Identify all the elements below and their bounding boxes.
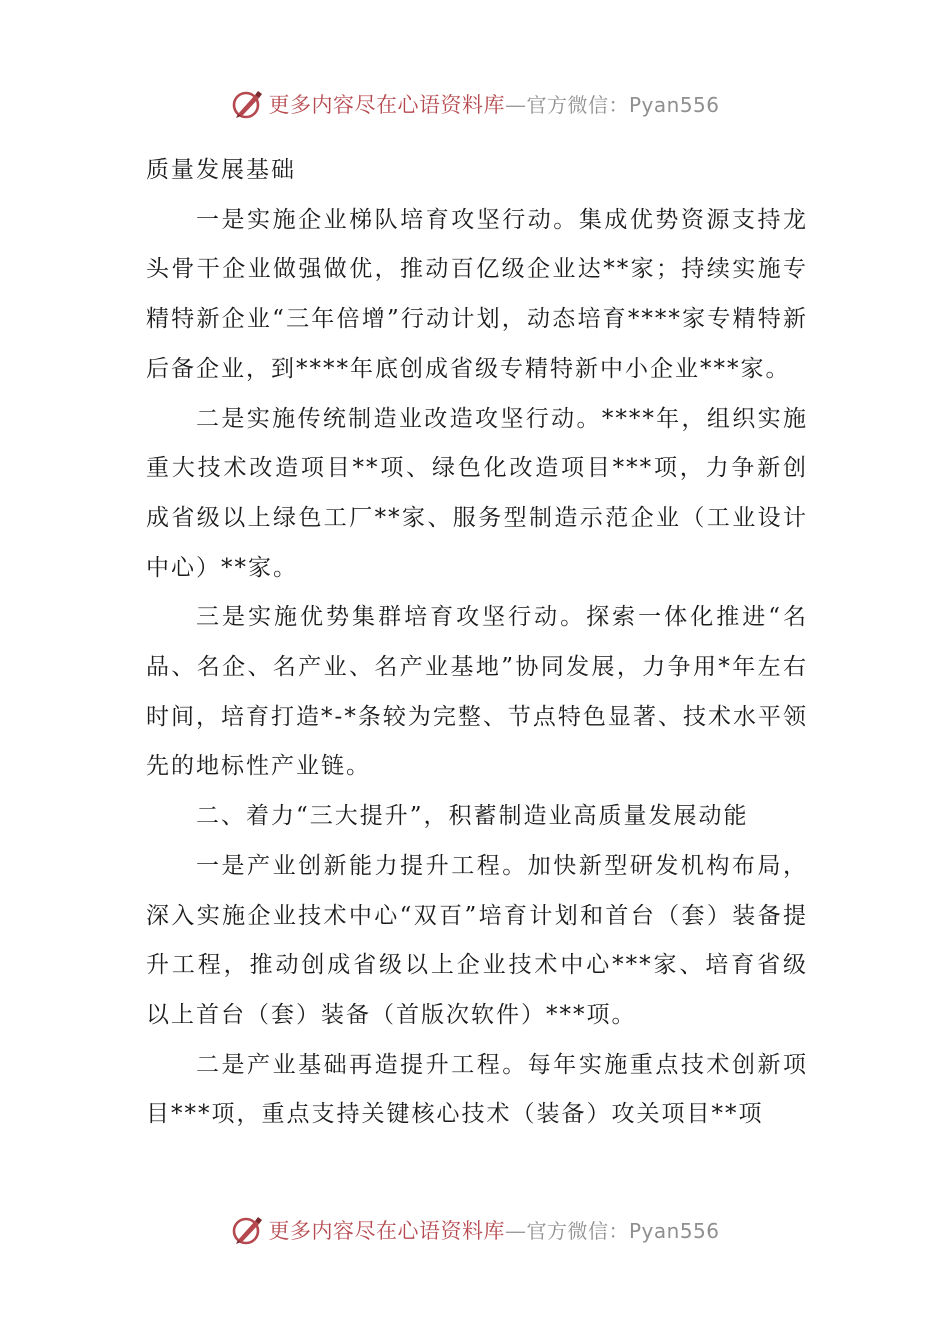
paragraph: 质量发展基础 [146, 157, 296, 183]
section-heading: 二、着力“三大提升”，积蓄制造业高质量发展动能 [196, 803, 749, 830]
paragraph: 二是实施传统制造业改造攻坚行动。****年，组织实施重大技术改造项目**项、绿色化改造项目***项，力争新创成省级以上绿色工厂**家、服务型制造示范企业（工业设计中心）**家。 [146, 405, 808, 581]
watermark-text: 更多内容尽在心语资料库—官方微信：Pyan556 [268, 1219, 720, 1243]
paragraph: 二是产业基础再造提升工程。每年实施重点技术创新项目***项，重点支持关键核心技术（装备）攻关项目**项 [146, 1051, 808, 1128]
pen-seal-logo-icon [230, 87, 264, 121]
paragraph: 一是产业创新能力提升工程。加快新型研发机构布局，深入实施企业技术中心“双百”培育计划和首台（套）装备提升工程，推动创成省级以上企业技术中心***家、培育省级以上首台（套）装备（首版次软件）***项。 [146, 852, 808, 1028]
document-body [146, 146, 808, 1140]
footer-watermark-banner [0, 1208, 950, 1252]
header-watermark-banner [0, 82, 950, 126]
paragraph: 三是实施优势集群培育攻坚行动。探索一体化推进“名品、名企、名产业、名产业基地”协同发展，力争用*年左右时间，培育打造*-*条较为完整、节点特色显著、技术水平领先的地标性产业链。 [146, 604, 808, 780]
pen-seal-logo-icon [230, 1213, 264, 1247]
paragraph: 一是实施企业梯队培育攻坚行动。集成优势资源支持龙头骨干企业做强做优，推动百亿级企业达**家；持续实施专精特新企业“三年倍增”行动计划，动态培育****家专精特新后备企业，到****年底创成省级专精特新中小企业***家。 [146, 206, 808, 382]
watermark-text: 更多内容尽在心语资料库—官方微信：Pyan556 [268, 93, 720, 117]
